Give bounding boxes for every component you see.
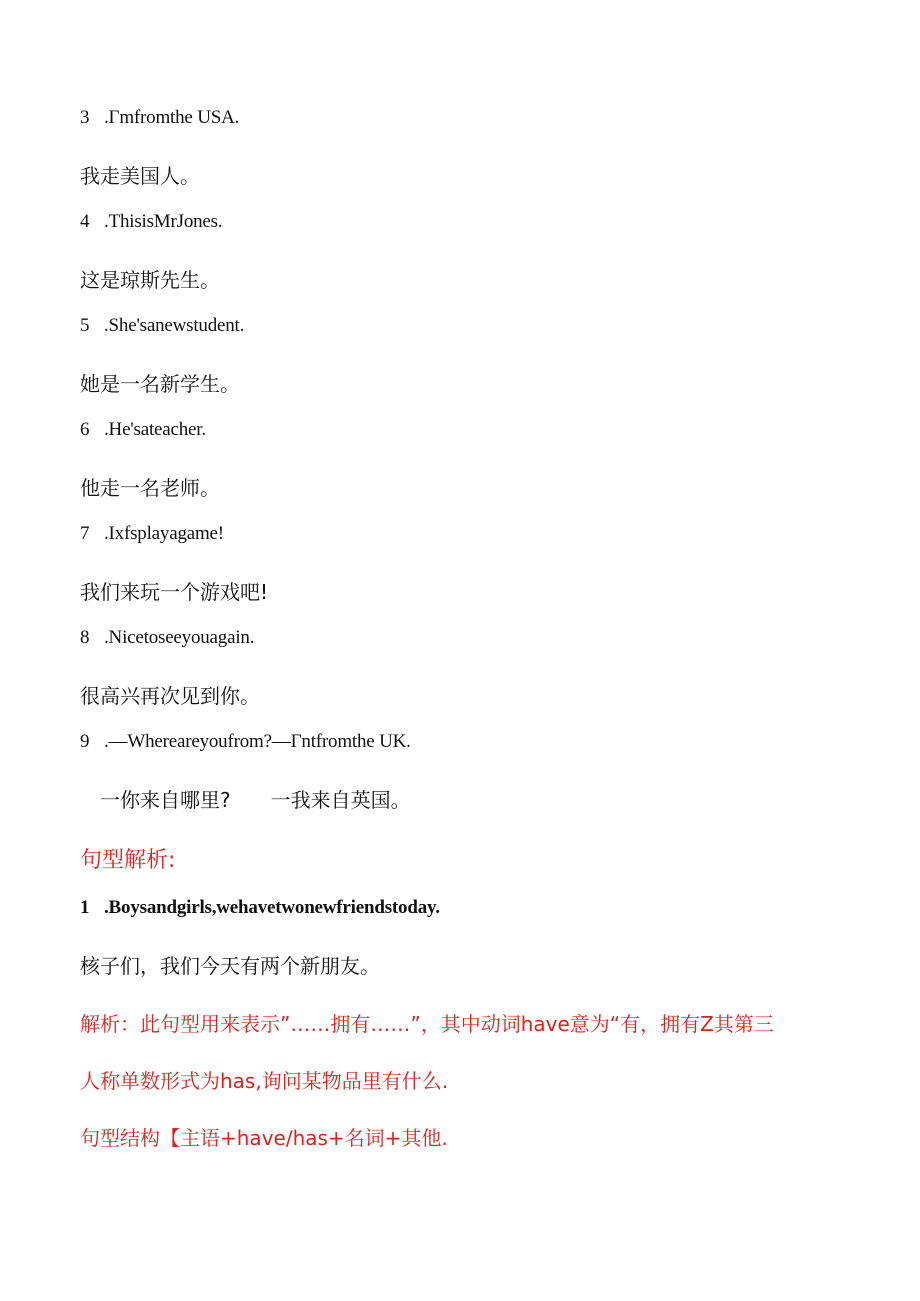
sentence-7-chinese: 我们来玩一个游戏吧! xyxy=(80,580,269,604)
sentence-6-chinese: 他走一名老师。 xyxy=(80,476,220,500)
sentence-number: 6 xyxy=(80,419,90,440)
sentence-text: .Ixfsplayagame! xyxy=(104,523,224,544)
sentence-9-english xyxy=(80,731,411,753)
sentence-4-chinese: 这是琼斯先生。 xyxy=(80,268,220,292)
item-number: 1 xyxy=(80,897,90,918)
sentence-structure: 句型结构【主语+have∕has+名词+其他. xyxy=(80,1126,448,1150)
sentence-text: .Nicetoseeyouagain. xyxy=(104,627,255,648)
sentence-text: .—Whereareyoufrom?—Γntfromthe UK. xyxy=(104,731,411,752)
sentence-text: .She'sanewstudent. xyxy=(104,315,245,336)
sentence-text: .ThisisMrJones. xyxy=(104,211,223,232)
sentence-4-english xyxy=(80,211,222,233)
sentence-number: 7 xyxy=(80,523,90,544)
sentence-5-chinese: 她是一名新学生。 xyxy=(80,372,240,396)
sentence-text: .Γmfromthe USA. xyxy=(104,107,240,128)
sentence-7-english xyxy=(80,523,224,545)
sentence-number: 4 xyxy=(80,211,90,232)
sentence-number: 3 xyxy=(80,107,90,128)
sentence-number: 8 xyxy=(80,627,90,648)
sentence-3-english xyxy=(80,107,239,129)
analysis-item-1-english xyxy=(80,897,440,919)
analysis-heading: 句型解析: xyxy=(80,848,176,873)
sentence-text: .He'sateacher. xyxy=(104,419,206,440)
sentence-8-english xyxy=(80,627,254,649)
analysis-item-1-chinese: 核子们，我们今天有两个新朋友。 xyxy=(80,954,380,978)
sentence-6-english xyxy=(80,419,206,441)
item-text: .Boysandgirls,wehavetwonewfriendstoday. xyxy=(104,897,440,918)
analysis-explanation-line-2: 人称单数形式为has,询问某物品里有什么. xyxy=(80,1069,449,1093)
sentence-3-chinese: 我走美国人。 xyxy=(80,164,200,188)
sentence-5-english xyxy=(80,315,244,337)
analysis-explanation-line-1: 解析：此句型用来表示”……拥有……”，其中动词have意为“有，拥有Z其第三 xyxy=(80,1012,774,1036)
sentence-9-chinese: 一你来自哪里? 一我来自英国。 xyxy=(100,788,411,812)
sentence-8-chinese: 很高兴再次见到你。 xyxy=(80,684,260,708)
sentence-number: 5 xyxy=(80,315,90,336)
sentence-number: 9 xyxy=(80,731,90,752)
